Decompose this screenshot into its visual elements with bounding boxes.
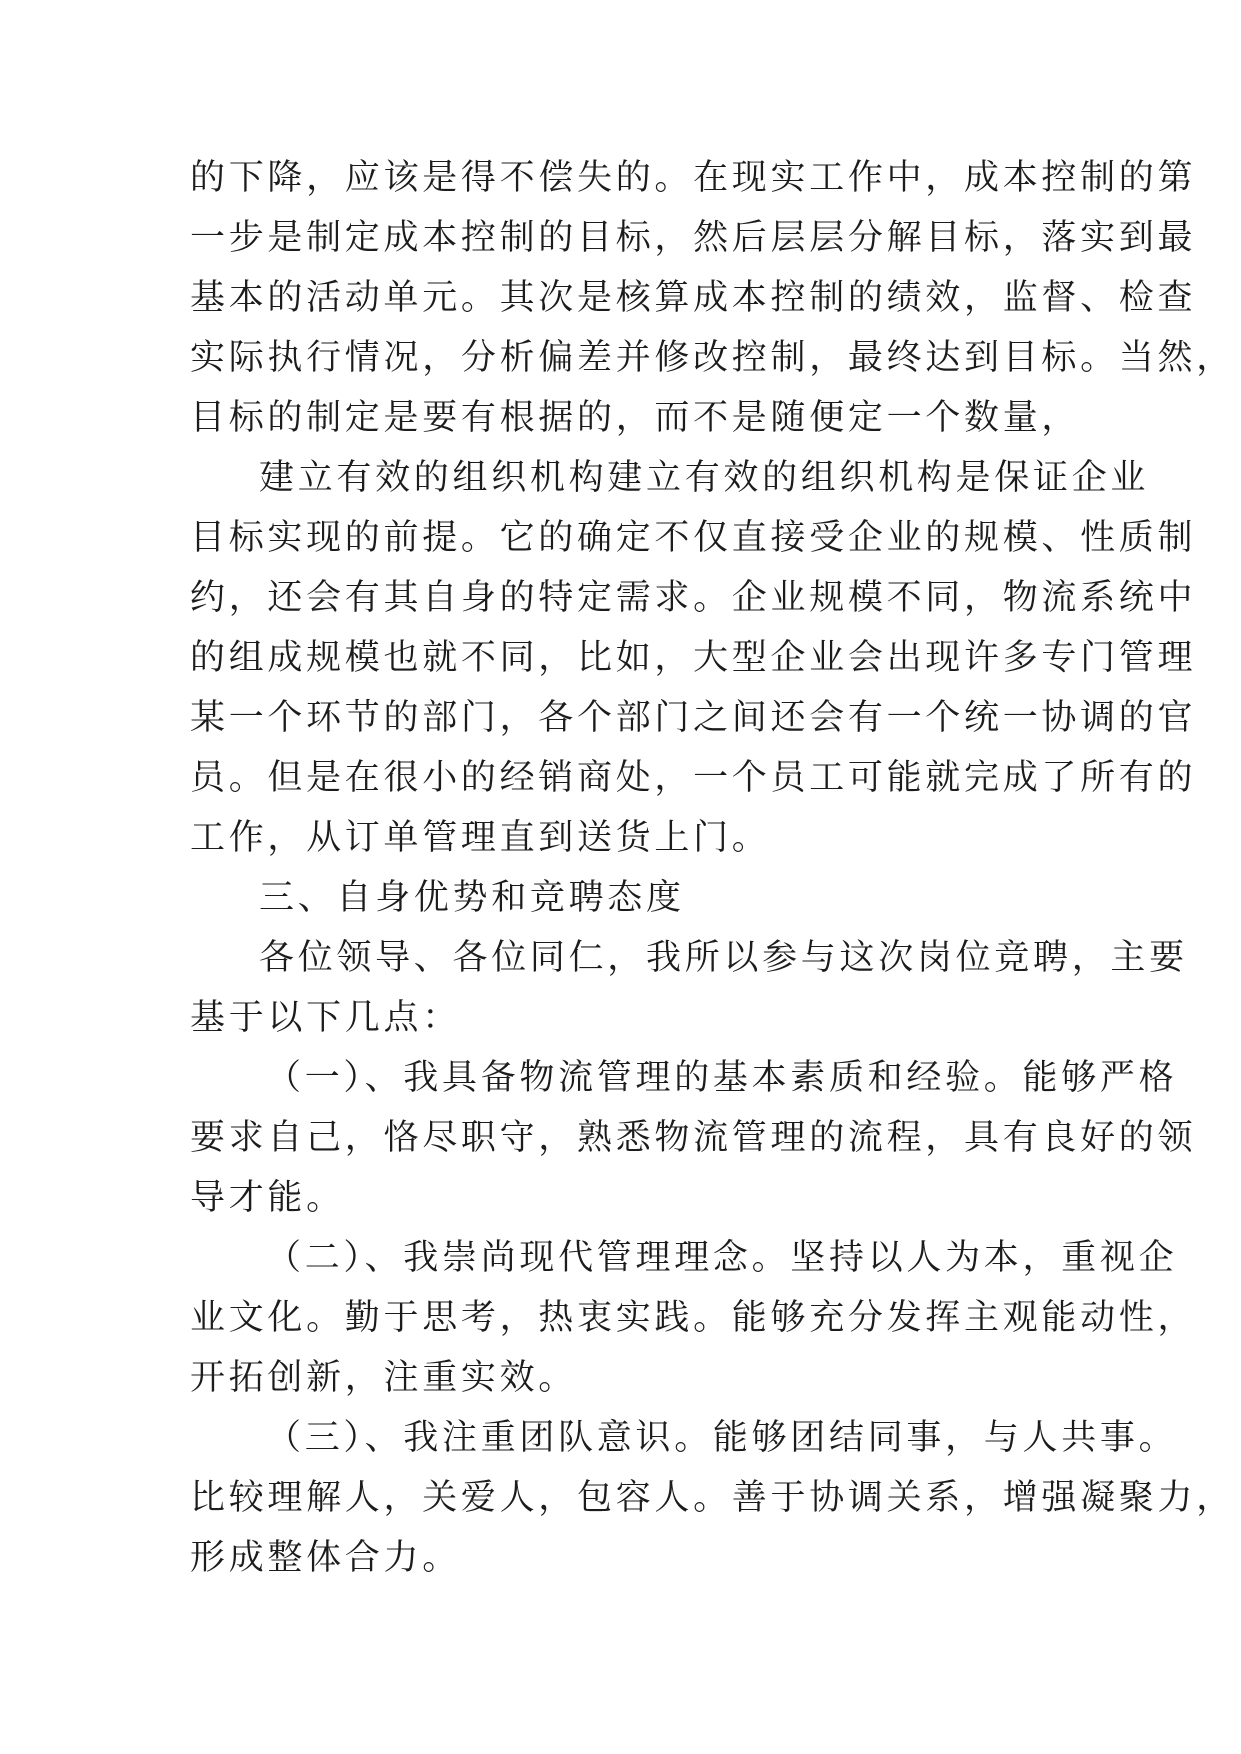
text-line: 形成整体合力。	[190, 1538, 461, 1578]
text-line: 的组成规模也就不同，比如，大型企业会出现许多专门管理	[190, 638, 1197, 678]
text-line: 要求自己，恪尽职守，熟悉物流管理的流程，具有良好的领	[190, 1118, 1197, 1158]
text-line: 业文化。勤于思考，热衷实践。能够充分发挥主观能动性，	[190, 1298, 1197, 1338]
text-line: 导才能。	[190, 1178, 345, 1218]
text-line: 的下降，应该是得不偿失的。在现实工作中，成本控制的第	[190, 158, 1197, 198]
text-line: 员。但是在很小的经销商处，一个员工可能就完成了所有的	[190, 758, 1197, 798]
text-line: 基本的活动单元。其次是核算成本控制的绩效，监督、检查	[190, 278, 1197, 318]
text-line: 比较理解人，关爱人，包容人。善于协调关系，增强凝聚力，	[190, 1478, 1235, 1518]
text-line: 实际执行情况，分析偏差并修改控制，最终达到目标。当然，	[190, 338, 1235, 378]
text-line: 某一个环节的部门，各个部门之间还会有一个统一协调的官	[190, 698, 1197, 738]
list-item-first-line: （三）、我注重团队意识。能够团结同事，与人共事。	[266, 1418, 1178, 1458]
text-line: 目标的制定是要有根据的，而不是随便定一个数量，	[190, 398, 1081, 438]
text-line: 一步是制定成本控制的目标，然后层层分解目标，落实到最	[190, 218, 1197, 258]
text-line: 开拓创新，注重实效。	[190, 1358, 578, 1398]
document-page	[190, 148, 1235, 1588]
text-line: 基于以下几点：	[190, 998, 461, 1038]
paragraph-first-line: 建立有效的组织机构建立有效的组织机构是保证企业	[259, 458, 1150, 498]
text-line: 目标实现的前提。它的确定不仅直接受企业的规模、性质制	[190, 518, 1197, 558]
text-line: 工作，从订单管理直到送货上门。	[190, 818, 771, 858]
section-heading: 三、自身优势和竞聘态度	[259, 878, 685, 918]
list-item-first-line: （一）、我具备物流管理的基本素质和经验。能够严格	[266, 1058, 1178, 1098]
paragraph-first-line: 各位领导、各位同仁，我所以参与这次岗位竞聘，主要	[259, 938, 1188, 978]
text-line: 约，还会有其自身的特定需求。企业规模不同，物流系统中	[190, 578, 1197, 618]
list-item-first-line: （二）、我崇尚现代管理理念。坚持以人为本，重视企	[266, 1238, 1178, 1278]
